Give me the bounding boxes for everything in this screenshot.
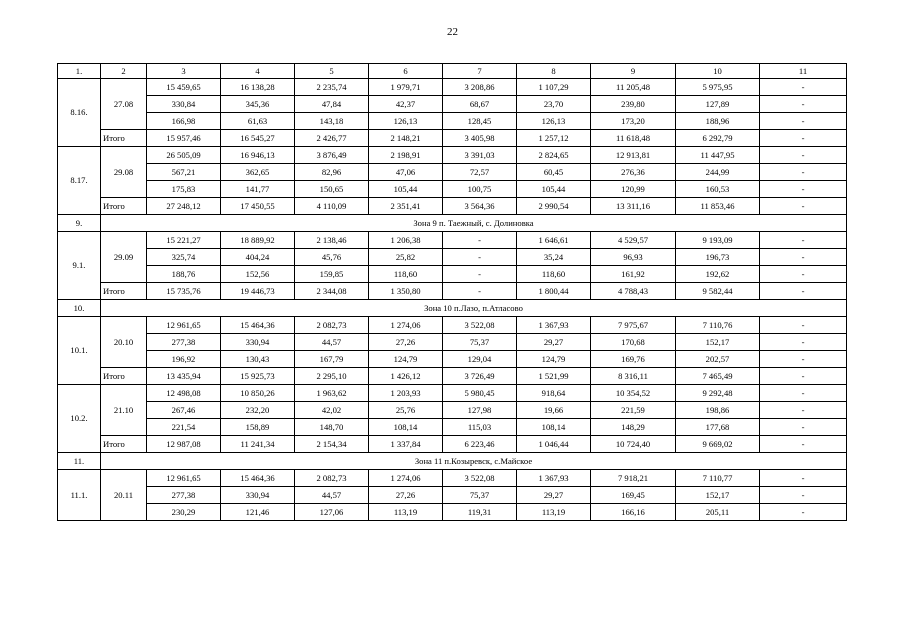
value-cell: - [760,351,847,368]
value-cell: 152,17 [676,334,760,351]
total-row [58,198,847,215]
value-cell: 239,80 [591,96,676,113]
value-cell: 68,67 [443,96,517,113]
column-number-cell: 6 [369,64,443,79]
total-value-cell: 2 426,77 [295,130,369,147]
value-cell: 188,76 [147,266,221,283]
item-number: 9.1. [58,232,101,300]
value-cell: 330,94 [221,487,295,504]
table-row [58,164,847,181]
value-cell: 12 498,08 [147,385,221,402]
value-cell: 1 367,93 [517,470,591,487]
column-number-cell: 10 [676,64,760,79]
total-row [58,368,847,385]
item-number: 11.1. [58,470,101,521]
value-cell: 72,57 [443,164,517,181]
value-cell: 198,86 [676,402,760,419]
zone-number: 9. [58,215,101,232]
value-cell: 35,24 [517,249,591,266]
value-cell: 108,14 [369,419,443,436]
table-row [58,351,847,368]
column-number-cell: 4 [221,64,295,79]
value-cell: 10 850,26 [221,385,295,402]
total-row [58,130,847,147]
value-cell: 15 221,27 [147,232,221,249]
total-value-cell: 6 292,79 [676,130,760,147]
value-cell: - [760,402,847,419]
value-cell: 330,94 [221,334,295,351]
value-cell: 18 889,92 [221,232,295,249]
value-cell: - [760,385,847,402]
table-row [58,385,847,402]
value-cell: 1 963,62 [295,385,369,402]
value-cell: - [760,113,847,130]
value-cell: - [760,164,847,181]
value-cell: - [443,232,517,249]
value-cell: 221,59 [591,402,676,419]
table-body [58,64,847,521]
value-cell: 918,64 [517,385,591,402]
column-number-cell: 2 [101,64,147,79]
value-cell: 75,37 [443,487,517,504]
table-row [58,249,847,266]
value-cell: 166,98 [147,113,221,130]
item-number: 8.16. [58,79,101,147]
total-label: Итого [101,368,147,385]
column-number-cell: 5 [295,64,369,79]
value-cell: 330,84 [147,96,221,113]
value-cell: 42,37 [369,96,443,113]
total-value-cell: 1 521,99 [517,368,591,385]
value-cell: 192,62 [676,266,760,283]
total-value-cell: 15 957,46 [147,130,221,147]
value-cell: 130,43 [221,351,295,368]
value-cell: - [760,470,847,487]
value-cell: 2 198,91 [369,147,443,164]
value-cell: 2 082,73 [295,470,369,487]
column-number-cell: 1. [58,64,101,79]
zone-number: 10. [58,300,101,317]
total-value-cell: 10 724,40 [591,436,676,453]
total-value-cell: - [760,198,847,215]
value-cell: - [760,266,847,283]
value-cell: 159,85 [295,266,369,283]
total-value-cell: 11 618,48 [591,130,676,147]
item-date: 21.10 [101,385,147,436]
value-cell: 15 464,36 [221,470,295,487]
table-row [58,96,847,113]
value-cell: 277,38 [147,334,221,351]
value-cell: 128,45 [443,113,517,130]
value-cell: 115,03 [443,419,517,436]
item-date: 29.08 [101,147,147,198]
value-cell: 196,73 [676,249,760,266]
total-value-cell: 27 248,12 [147,198,221,215]
value-cell: - [760,487,847,504]
total-value-cell: 11 241,34 [221,436,295,453]
value-cell: 5 975,95 [676,79,760,96]
table-row [58,334,847,351]
table-row [58,419,847,436]
value-cell: 75,37 [443,334,517,351]
value-cell: 121,46 [221,504,295,521]
value-cell: 362,65 [221,164,295,181]
value-cell: - [760,334,847,351]
total-row [58,283,847,300]
value-cell: - [760,249,847,266]
column-number-row [58,64,847,79]
item-number: 8.17. [58,147,101,215]
value-cell: 230,29 [147,504,221,521]
value-cell: 3 391,03 [443,147,517,164]
column-number-cell: 11 [760,64,847,79]
value-cell: 11 447,95 [676,147,760,164]
value-cell: 82,96 [295,164,369,181]
value-cell: 2 082,73 [295,317,369,334]
value-cell: 7 975,67 [591,317,676,334]
table-row [58,79,847,96]
value-cell: 221,54 [147,419,221,436]
value-cell: 12 961,65 [147,470,221,487]
value-cell: - [760,147,847,164]
value-cell: 205,11 [676,504,760,521]
value-cell: 47,06 [369,164,443,181]
item-date: 20.10 [101,317,147,368]
value-cell: 7 110,77 [676,470,760,487]
total-value-cell: 2 351,41 [369,198,443,215]
total-row [58,436,847,453]
total-value-cell: 8 316,11 [591,368,676,385]
value-cell: 3 522,08 [443,470,517,487]
value-cell: 148,70 [295,419,369,436]
total-value-cell: 2 154,34 [295,436,369,453]
value-cell: 129,04 [443,351,517,368]
value-cell: 126,13 [517,113,591,130]
total-value-cell: 3 405,98 [443,130,517,147]
value-cell: 16 946,13 [221,147,295,164]
value-cell: - [760,79,847,96]
value-cell: 2 138,46 [295,232,369,249]
value-cell: - [760,504,847,521]
zone-title: Зона 10 п.Лазо, п.Атласово [101,300,847,317]
total-value-cell: 9 669,02 [676,436,760,453]
value-cell: 124,79 [517,351,591,368]
value-cell: 2 824,65 [517,147,591,164]
zone-row [58,453,847,470]
value-cell: - [760,232,847,249]
zone-title: Зона 11 п.Козыревск, с.Майское [101,453,847,470]
value-cell: 1 274,06 [369,317,443,334]
value-cell: 26 505,09 [147,147,221,164]
value-cell: 143,18 [295,113,369,130]
value-cell: 1 979,71 [369,79,443,96]
column-number-cell: 8 [517,64,591,79]
value-cell: 404,24 [221,249,295,266]
total-value-cell: 1 426,12 [369,368,443,385]
value-cell: 12 913,81 [591,147,676,164]
total-label: Итого [101,436,147,453]
value-cell: 113,19 [517,504,591,521]
total-value-cell: 11 853,46 [676,198,760,215]
value-cell: 108,14 [517,419,591,436]
zone-number: 11. [58,453,101,470]
value-cell: 105,44 [369,181,443,198]
value-cell: 150,65 [295,181,369,198]
value-cell: 169,45 [591,487,676,504]
value-cell: 126,13 [369,113,443,130]
table-row [58,113,847,130]
total-value-cell: 19 446,73 [221,283,295,300]
total-value-cell: 2 148,21 [369,130,443,147]
value-cell: 325,74 [147,249,221,266]
value-cell: 1 274,06 [369,470,443,487]
value-cell: 202,57 [676,351,760,368]
tariff-table [57,63,847,521]
value-cell: 23,70 [517,96,591,113]
value-cell: 158,89 [221,419,295,436]
total-value-cell: - [760,368,847,385]
value-cell: 196,92 [147,351,221,368]
value-cell: 4 529,57 [591,232,676,249]
total-value-cell: 1 046,44 [517,436,591,453]
value-cell: 2 235,74 [295,79,369,96]
value-cell: 152,17 [676,487,760,504]
value-cell: 12 961,65 [147,317,221,334]
value-cell: 188,96 [676,113,760,130]
value-cell: 1 107,29 [517,79,591,96]
total-value-cell: - [760,130,847,147]
value-cell: 47,84 [295,96,369,113]
total-value-cell: 4 110,09 [295,198,369,215]
total-value-cell: 7 465,49 [676,368,760,385]
value-cell: 11 205,48 [591,79,676,96]
total-value-cell: 2 295,10 [295,368,369,385]
zone-row [58,215,847,232]
value-cell: 276,36 [591,164,676,181]
table-row [58,470,847,487]
value-cell: 170,68 [591,334,676,351]
table-row [58,402,847,419]
value-cell: 100,75 [443,181,517,198]
total-label: Итого [101,283,147,300]
value-cell: 3 522,08 [443,317,517,334]
value-cell: 113,19 [369,504,443,521]
zone-title: Зона 9 п. Таежный, с. Долиновка [101,215,847,232]
zone-row [58,300,847,317]
value-cell: 7 110,76 [676,317,760,334]
total-value-cell: 13 435,94 [147,368,221,385]
total-value-cell: - [443,283,517,300]
value-cell: 3 876,49 [295,147,369,164]
value-cell: 15 459,65 [147,79,221,96]
table-row [58,232,847,249]
value-cell: 119,31 [443,504,517,521]
value-cell: 44,57 [295,334,369,351]
value-cell: 345,36 [221,96,295,113]
value-cell: 96,93 [591,249,676,266]
value-cell: 1 203,93 [369,385,443,402]
value-cell: 173,20 [591,113,676,130]
value-cell: 567,21 [147,164,221,181]
total-value-cell: 1 257,12 [517,130,591,147]
value-cell: 127,98 [443,402,517,419]
value-cell: 45,76 [295,249,369,266]
total-value-cell: 1 800,44 [517,283,591,300]
total-value-cell: 1 350,80 [369,283,443,300]
total-value-cell: 12 987,08 [147,436,221,453]
total-value-cell: 2 344,08 [295,283,369,300]
total-value-cell: - [760,436,847,453]
total-value-cell: 2 990,54 [517,198,591,215]
value-cell: 267,46 [147,402,221,419]
value-cell: 167,79 [295,351,369,368]
value-cell: 25,82 [369,249,443,266]
total-value-cell: 3 726,49 [443,368,517,385]
value-cell: 1 206,38 [369,232,443,249]
value-cell: 19,66 [517,402,591,419]
value-cell: 118,60 [369,266,443,283]
value-cell: 148,29 [591,419,676,436]
value-cell: 141,77 [221,181,295,198]
value-cell: - [443,249,517,266]
total-label: Итого [101,130,147,147]
value-cell: - [443,266,517,283]
value-cell: - [760,317,847,334]
value-cell: 120,99 [591,181,676,198]
value-cell: 29,27 [517,487,591,504]
value-cell: 10 354,52 [591,385,676,402]
value-cell: - [760,96,847,113]
value-cell: 3 208,86 [443,79,517,96]
total-value-cell: 6 223,46 [443,436,517,453]
value-cell: 166,16 [591,504,676,521]
value-cell: 177,68 [676,419,760,436]
value-cell: 5 980,45 [443,385,517,402]
value-cell: 42,02 [295,402,369,419]
value-cell: 127,06 [295,504,369,521]
value-cell: 161,92 [591,266,676,283]
value-cell: 9 193,09 [676,232,760,249]
value-cell: 169,76 [591,351,676,368]
table-row [58,317,847,334]
value-cell: 27,26 [369,334,443,351]
value-cell: 1 367,93 [517,317,591,334]
column-number-cell: 3 [147,64,221,79]
total-value-cell: - [760,283,847,300]
value-cell: 15 464,36 [221,317,295,334]
value-cell: 118,60 [517,266,591,283]
value-cell: 127,89 [676,96,760,113]
total-value-cell: 16 545,27 [221,130,295,147]
page-number: 22 [447,26,458,38]
column-number-cell: 9 [591,64,676,79]
total-value-cell: 4 788,43 [591,283,676,300]
value-cell: - [760,181,847,198]
value-cell: 105,44 [517,181,591,198]
value-cell: 61,63 [221,113,295,130]
item-date: 20.11 [101,470,147,521]
item-date: 29.09 [101,232,147,283]
value-cell: 160,53 [676,181,760,198]
value-cell: 175,83 [147,181,221,198]
value-cell: 25,76 [369,402,443,419]
value-cell: - [760,419,847,436]
value-cell: 9 292,48 [676,385,760,402]
value-cell: 1 646,61 [517,232,591,249]
table-row [58,266,847,283]
column-number-cell: 7 [443,64,517,79]
value-cell: 29,27 [517,334,591,351]
total-value-cell: 15 735,76 [147,283,221,300]
total-value-cell: 9 582,44 [676,283,760,300]
table-row [58,487,847,504]
value-cell: 232,20 [221,402,295,419]
total-value-cell: 3 564,36 [443,198,517,215]
value-cell: 16 138,28 [221,79,295,96]
total-value-cell: 1 337,84 [369,436,443,453]
table-row [58,181,847,198]
value-cell: 27,26 [369,487,443,504]
value-cell: 7 918,21 [591,470,676,487]
value-cell: 124,79 [369,351,443,368]
item-date: 27.08 [101,79,147,130]
total-value-cell: 15 925,73 [221,368,295,385]
value-cell: 244,99 [676,164,760,181]
value-cell: 152,56 [221,266,295,283]
table-row [58,147,847,164]
item-number: 10.1. [58,317,101,385]
value-cell: 44,57 [295,487,369,504]
value-cell: 277,38 [147,487,221,504]
total-value-cell: 13 311,16 [591,198,676,215]
total-value-cell: 17 450,55 [221,198,295,215]
item-number: 10.2. [58,385,101,453]
value-cell: 60,45 [517,164,591,181]
table-row [58,504,847,521]
total-label: Итого [101,198,147,215]
